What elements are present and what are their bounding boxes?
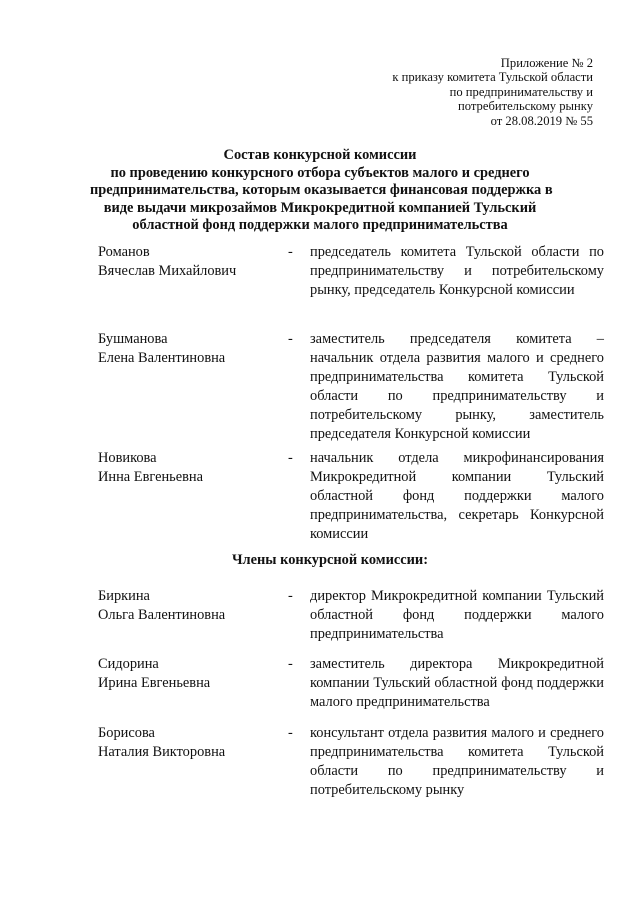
member-role: председатель комитета Тульской области по предпринимательству и потребительскому рынку, председатель Конкурсной комиссии [310, 244, 604, 298]
appendix-line: по предпринимательству и [449, 84, 593, 99]
member-role: консультант отдела развития малого и среднего предпринимательства комитета Тульской области по предпринимательству и потребительскому рынку [310, 725, 604, 798]
member-surname: Борисова [98, 725, 155, 741]
member-given-name: Вячеслав Михайлович [98, 263, 237, 279]
title-line: по проведению конкурсного отбора субъектов малого и среднего [110, 164, 530, 181]
member-surname: Романов [98, 244, 150, 260]
members-heading: Члены конкурсной комиссии: [231, 552, 429, 568]
member-given-name: Инна Евгеньевна [98, 469, 203, 485]
member-dash: - [288, 725, 293, 741]
member-given-name: Елена Валентиновна [98, 350, 226, 366]
appendix-line: потребительскому рынку [458, 99, 593, 114]
member-surname: Сидорина [98, 656, 159, 672]
member-given-name: Ирина Евгеньевна [98, 675, 211, 691]
member-role: директор Микрокредитной компании Тульский областной фонд поддержки малого предпринимательства [310, 588, 604, 642]
member-role: заместитель директора Микрокредитной компании Тульский областной фонд поддержки малого предпринимательства [310, 656, 604, 710]
member-dash: - [288, 588, 293, 604]
member-name [98, 243, 278, 281]
member-name [98, 587, 278, 625]
member-given-name: Ольга Валентиновна [98, 607, 226, 623]
appendix-note [392, 56, 593, 128]
member-dash: - [288, 450, 293, 466]
member-name [98, 449, 278, 487]
member-dash: - [288, 656, 293, 672]
member-surname: Новикова [98, 450, 157, 466]
member-name [98, 655, 278, 693]
member-name [98, 724, 278, 762]
member-given-name: Наталия Викторовна [98, 744, 226, 760]
title-line: виде выдачи микрозаймов Микрокредитной компанией Тульский [103, 199, 537, 216]
member-name [98, 330, 278, 368]
title-line: Состав конкурсной комиссии [223, 147, 417, 163]
member-dash: - [288, 244, 293, 260]
title-line: предпринимательства, которым оказывается финансовая поддержка в [90, 182, 553, 198]
appendix-line: Приложение № 2 [500, 56, 593, 70]
member-dash: - [288, 331, 293, 347]
member-role: заместитель председателя комитета – начальник отдела развития малого и среднего предпринимательства комитета Тульской области по предпринимательству и потребительскому рынку, заместитель председателя Конкурсной комиссии [310, 331, 604, 442]
title-line: областной фонд поддержки малого предпринимательства [132, 217, 508, 233]
appendix-line: к приказу комитета Тульской области [392, 70, 593, 85]
member-surname: Биркина [98, 588, 150, 604]
member-surname: Бушманова [98, 331, 168, 347]
member-role: начальник отдела микрофинансирования Микрокредитной компании Тульский областной фонд поддержки малого предпринимательства, секретарь Конкурсной комиссии [310, 450, 604, 542]
appendix-line: от 28.08.2019 № 55 [490, 113, 593, 128]
document-title [90, 147, 553, 235]
